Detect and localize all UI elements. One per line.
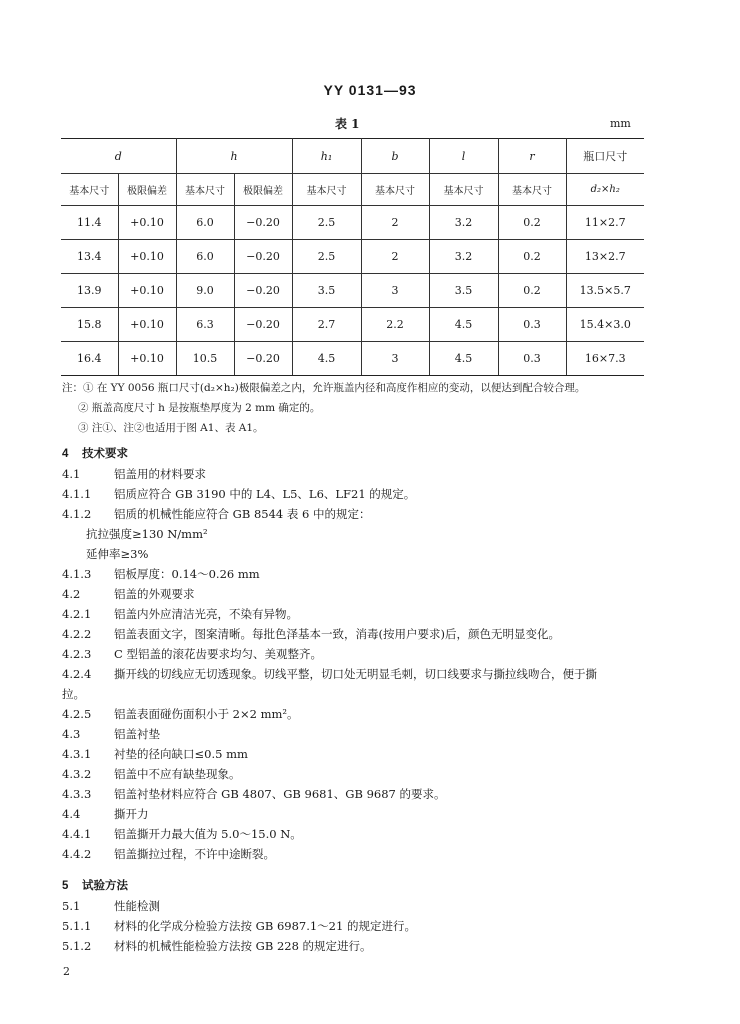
table-cell: 0.3 <box>498 308 566 342</box>
clause-line <box>62 504 652 524</box>
clause-line <box>62 644 652 664</box>
table-cell: 4.5 <box>292 342 361 376</box>
table-cell: 6.0 <box>176 240 234 274</box>
clause-text: 铝盖衬垫材料应符合 GB 4807、GB 9681、GB 9687 的要求。 <box>114 787 446 801</box>
table-cell: 3.5 <box>292 274 361 308</box>
table-cell: −0.20 <box>234 342 292 376</box>
clause-number: 4.4.1 <box>62 827 92 841</box>
table-cell: +0.10 <box>118 274 176 308</box>
clause-text: 铝盖表面文字，图案清晰。每批色泽基本一致，消毒(按用户要求)后，颜色无明显变化。 <box>114 627 560 641</box>
table-row <box>61 308 644 342</box>
clause-text: 铝盖的外观要求 <box>114 587 195 601</box>
table-cell: 3.2 <box>429 206 498 240</box>
section-heading <box>62 444 652 464</box>
table-row <box>61 342 644 376</box>
clause-number: 4.2 <box>62 587 81 601</box>
table-cell: 11×2.7 <box>566 206 644 240</box>
clause-number: 5.1.2 <box>62 939 92 953</box>
table-cell: 2.5 <box>292 206 361 240</box>
clause-line <box>62 824 652 844</box>
table-cell: 0.3 <box>498 342 566 376</box>
table-cell: +0.10 <box>118 206 176 240</box>
table-group-header-row <box>61 139 644 174</box>
sub-header: 基本尺寸 <box>176 174 234 206</box>
page-number: 2 <box>63 965 70 978</box>
note-line: ③ 注①、注②也适用于图 A1、表 A1。 <box>78 422 264 434</box>
table-row <box>61 206 644 240</box>
sub-header: 极限偏差 <box>234 174 292 206</box>
table-cell: 2.7 <box>292 308 361 342</box>
document-body <box>62 444 652 956</box>
table-notes <box>62 378 585 438</box>
table-cell: 13.5×5.7 <box>566 274 644 308</box>
table-cell: 3.2 <box>429 240 498 274</box>
table-cell: 16×7.3 <box>566 342 644 376</box>
group-header-r: r <box>498 139 566 174</box>
clause-text: 铝盖衬垫 <box>114 727 160 741</box>
clause-text: 铝盖内外应清洁光亮，不染有异物。 <box>114 607 298 621</box>
table-row <box>61 274 644 308</box>
table-sub-header-row <box>61 174 644 206</box>
table-cell: 6.3 <box>176 308 234 342</box>
table-cell: 0.2 <box>498 274 566 308</box>
table-cell: 11.4 <box>61 206 118 240</box>
sub-header: 基本尺寸 <box>429 174 498 206</box>
clause-continuation: 拉。 <box>62 687 85 701</box>
clause-text: 撕开力 <box>114 807 149 821</box>
sub-header: 极限偏差 <box>118 174 176 206</box>
clause-number: 4.3.1 <box>62 747 92 761</box>
clause-number: 5.1.1 <box>62 919 92 933</box>
table-cell: 13×2.7 <box>566 240 644 274</box>
table-cell: −0.20 <box>234 206 292 240</box>
table-cell: 9.0 <box>176 274 234 308</box>
table-caption: 表 1 <box>335 117 360 131</box>
clause-number: 4.2.4 <box>62 667 92 681</box>
clause-text: 铝盖中不应有缺垫现象。 <box>114 767 241 781</box>
clause-number: 4.1.3 <box>62 567 92 581</box>
table-cell: 3.5 <box>429 274 498 308</box>
clause-number: 4.4 <box>62 807 81 821</box>
group-header-mouth: 瓶口尺寸 <box>566 139 644 174</box>
clause-text: 材料的化学成分检验方法按 GB 6987.1～21 的规定进行。 <box>114 919 416 933</box>
table-cell: 0.2 <box>498 206 566 240</box>
clause-text: 撕开线的切线应无切透现象。切线平整，切口处无明显毛刺，切口线要求与撕拉线吻合，便于撕 <box>114 667 597 681</box>
clause-number: 4.1.2 <box>62 507 92 521</box>
table-cell: 13.4 <box>61 240 118 274</box>
clause-text: 试验方法 <box>82 880 128 892</box>
clause-number: 4.1.1 <box>62 487 92 501</box>
table-cell: 3 <box>361 274 429 308</box>
clause-number: 5 <box>62 880 69 892</box>
table-cell: 15.8 <box>61 308 118 342</box>
table-cell: −0.20 <box>234 274 292 308</box>
table-cell: 10.5 <box>176 342 234 376</box>
group-header-b: b <box>361 139 429 174</box>
group-header-h: h <box>176 139 292 174</box>
clause-sub-line: 抗拉强度≥130 N/mm² <box>86 527 208 541</box>
table-cell: 4.5 <box>429 342 498 376</box>
clause-line <box>62 804 652 824</box>
section-gap <box>62 864 652 876</box>
clause-text: 衬垫的径向缺口≤0.5 mm <box>114 747 248 761</box>
clause-line <box>62 584 652 604</box>
table-cell: 13.9 <box>61 274 118 308</box>
clause-text: 性能检测 <box>114 899 160 913</box>
clause-line <box>62 764 652 784</box>
table-cell: 15.4×3.0 <box>566 308 644 342</box>
clause-line <box>62 464 652 484</box>
clause-line <box>62 664 652 684</box>
clause-line <box>62 724 652 744</box>
clause-sub-line: 延伸率≥3% <box>86 547 149 561</box>
sub-header: 基本尺寸 <box>361 174 429 206</box>
table-cell: −0.20 <box>234 308 292 342</box>
clause-line <box>62 604 652 624</box>
clause-number: 4.2.5 <box>62 707 92 721</box>
table-cell: 4.5 <box>429 308 498 342</box>
group-header-l: l <box>429 139 498 174</box>
note-line: 注：① 在 YY 0056 瓶口尺寸(d₂×h₂)极限偏差之内，允许瓶盖内径和高度作相应的变动，以便达到配合较合理。 <box>62 382 586 394</box>
table-cell: 6.0 <box>176 206 234 240</box>
table-cell: +0.10 <box>118 240 176 274</box>
clause-line <box>62 744 652 764</box>
section-heading <box>62 876 652 896</box>
sub-header: 基本尺寸 <box>498 174 566 206</box>
table-cell: 0.2 <box>498 240 566 274</box>
clause-line <box>62 624 652 644</box>
table-cell: 2 <box>361 206 429 240</box>
clause-text: 铝质应符合 GB 3190 中的 L4、L5、L6、LF21 的规定。 <box>114 487 416 501</box>
group-header-d: d <box>61 139 176 174</box>
clause-number: 4.2.2 <box>62 627 92 641</box>
table-cell: 3 <box>361 342 429 376</box>
clause-line <box>62 484 652 504</box>
table-cell: −0.20 <box>234 240 292 274</box>
clause-number: 4.2.1 <box>62 607 92 621</box>
document-header: YY 0131—93 <box>323 82 417 98</box>
clause-text: 铝盖撕开力最大值为 5.0～15.0 N。 <box>114 827 302 841</box>
sub-header: 基本尺寸 <box>292 174 361 206</box>
clause-text: 铝质的机械性能应符合 GB 8544 表 6 中的规定： <box>114 507 371 521</box>
clause-text: C 型铝盖的滚花齿要求均匀、美观整齐。 <box>114 647 322 661</box>
table-cell: 16.4 <box>61 342 118 376</box>
table-cell: 2 <box>361 240 429 274</box>
clause-number: 5.1 <box>62 899 81 913</box>
clause-line <box>62 896 652 916</box>
clause-text: 铝盖表面碰伤面积小于 2×2 mm²。 <box>114 707 299 721</box>
note-line: ② 瓶盖高度尺寸 h 是按瓶垫厚度为 2 mm 确定的。 <box>78 402 321 414</box>
clause-number: 4.2.3 <box>62 647 92 661</box>
sub-header: d₂×h₂ <box>566 174 644 206</box>
clause-line <box>62 704 652 724</box>
spec-table <box>61 138 644 376</box>
clause-line <box>62 844 652 864</box>
clause-number: 4.3.2 <box>62 767 92 781</box>
clause-text: 铝板厚度：0.14～0.26 mm <box>114 567 260 581</box>
clause-line <box>62 936 652 956</box>
table-cell: +0.10 <box>118 308 176 342</box>
clause-number: 4.4.2 <box>62 847 92 861</box>
group-header-h1: h₁ <box>292 139 361 174</box>
table-row <box>61 240 644 274</box>
table-cell: 2.2 <box>361 308 429 342</box>
clause-number: 4 <box>62 448 69 460</box>
clause-text: 铝盖用的材料要求 <box>114 467 206 481</box>
clause-text: 技术要求 <box>82 448 128 460</box>
sub-header: 基本尺寸 <box>61 174 118 206</box>
table-unit: mm <box>610 117 631 130</box>
clause-text: 材料的机械性能检验方法按 GB 228 的规定进行。 <box>114 939 372 953</box>
clause-number: 4.3 <box>62 727 81 741</box>
clause-number: 4.1 <box>62 467 81 481</box>
clause-line <box>62 784 652 804</box>
clause-text: 铝盖撕拉过程，不许中途断裂。 <box>114 847 275 861</box>
table-cell: 2.5 <box>292 240 361 274</box>
table-cell: +0.10 <box>118 342 176 376</box>
clause-line <box>62 564 652 584</box>
clause-number: 4.3.3 <box>62 787 92 801</box>
clause-line <box>62 916 652 936</box>
